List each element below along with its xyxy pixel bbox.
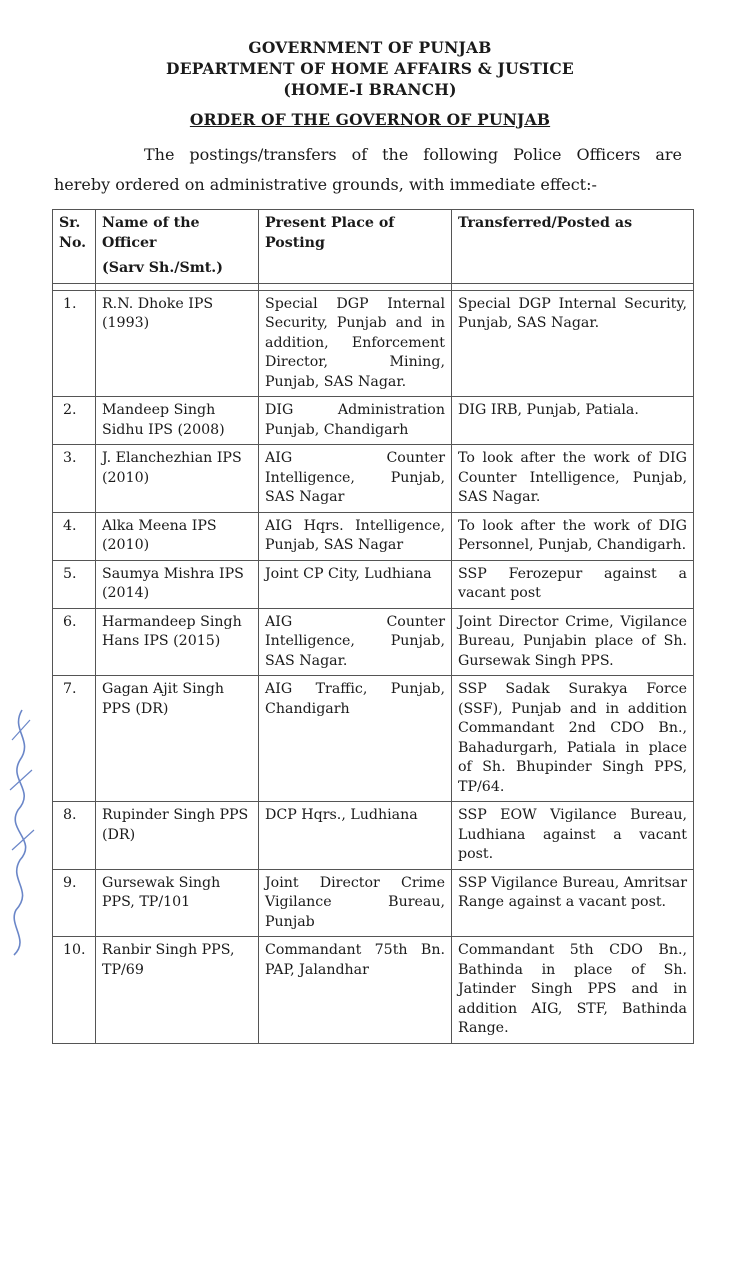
cell-present: AIG Counter Intelligence, Punjab, SAS Nagar.	[259, 608, 452, 676]
header-government: GOVERNMENT OF PUNJAB	[248, 38, 492, 57]
table-row	[53, 560, 694, 608]
cell-transferred: DIG IRB, Punjab, Patiala.	[452, 397, 694, 445]
header-present-posting: Present Place of Posting	[259, 210, 452, 284]
cell-present: AIG Counter Intelligence, Punjab, SAS Nagar	[259, 445, 452, 513]
table-row	[53, 445, 694, 513]
cell-sr: 7.	[53, 676, 96, 802]
header-officer-name-sub: (Sarv Sh./Smt.)	[102, 260, 223, 276]
cell-present: Special DGP Internal Security, Punjab and in addition, Enforcement Director, Mining, Punjab, SAS Nagar.	[259, 290, 452, 397]
cell-present: Commandant 75th Bn. PAP, Jalandhar	[259, 937, 452, 1044]
table-spacer	[53, 283, 694, 290]
cell-officer: Gagan Ajit Singh PPS (DR)	[96, 676, 259, 802]
table-row	[53, 290, 694, 397]
cell-transferred: SSP Sadak Surakya Force (SSF), Punjab and in addition Commandant 2nd CDO Bn., Bahadurgarh, Patiala in place of Sh. Bhupinder Singh PPS, TP/64.	[452, 676, 694, 802]
cell-sr: 4.	[53, 512, 96, 560]
order-title: ORDER OF THE GOVERNOR OF PUNJAB	[189, 110, 551, 129]
header-officer-name	[96, 210, 259, 284]
cell-transferred: SSP Vigilance Bureau, Amritsar Range against a vacant post.	[452, 869, 694, 937]
table-row	[53, 676, 694, 802]
cell-present: DIG Administration Punjab, Chandigarh	[259, 397, 452, 445]
intro-line-1: The postings/transfers of the following Police Officers are	[144, 145, 682, 164]
cell-officer: Harmandeep Singh Hans IPS (2015)	[96, 608, 259, 676]
cell-transferred: To look after the work of DIG Counter Intelligence, Punjab, SAS Nagar.	[452, 445, 694, 513]
cell-officer: Gursewak Singh PPS, TP/101	[96, 869, 259, 937]
cell-transferred: Special DGP Internal Security, Punjab, SAS Nagar.	[452, 290, 694, 397]
table-row	[53, 869, 694, 937]
header-officer-name-label: Name of the Officer	[102, 215, 200, 251]
signature-image	[0, 700, 46, 960]
cell-transferred: SSP Ferozepur against a vacant post	[452, 560, 694, 608]
cell-officer: Mandeep Singh Sidhu IPS (2008)	[96, 397, 259, 445]
cell-transferred: Joint Director Crime, Vigilance Bureau, Punjabin place of Sh. Gursewak Singh PPS.	[452, 608, 694, 676]
cell-sr: 5.	[53, 560, 96, 608]
table-row	[53, 397, 694, 445]
cell-officer: Alka Meena IPS (2010)	[96, 512, 259, 560]
cell-sr: 10.	[53, 937, 96, 1044]
cell-sr: 9.	[53, 869, 96, 937]
cell-transferred: SSP EOW Vigilance Bureau, Ludhiana against a vacant post.	[452, 802, 694, 870]
cell-sr: 8.	[53, 802, 96, 870]
cell-officer: R.N. Dhoke IPS (1993)	[96, 290, 259, 397]
cell-transferred: To look after the work of DIG Personnel, Punjab, Chandigarh.	[452, 512, 694, 560]
table-header-row	[53, 210, 694, 284]
cell-officer: Saumya Mishra IPS (2014)	[96, 560, 259, 608]
cell-officer: Rupinder Singh PPS (DR)	[96, 802, 259, 870]
table-row	[53, 608, 694, 676]
postings-table	[52, 209, 694, 1044]
cell-present: Joint CP City, Ludhiana	[259, 560, 452, 608]
cell-sr: 6.	[53, 608, 96, 676]
table-row	[53, 937, 694, 1044]
cell-present: AIG Hqrs. Intelligence, Punjab, SAS Nagar	[259, 512, 452, 560]
intro-line-2: hereby ordered on administrative grounds, with immediate effect:-	[54, 175, 597, 194]
cell-present: Joint Director Crime Vigilance Bureau, Punjab	[259, 869, 452, 937]
header-department: DEPARTMENT OF HOME AFFAIRS & JUSTICE	[166, 59, 574, 78]
cell-officer: J. Elanchezhian IPS (2010)	[96, 445, 259, 513]
header-transferred: Transferred/Posted as	[452, 210, 694, 284]
cell-transferred: Commandant 5th CDO Bn., Bathinda in place of Sh. Jatinder Singh PPS and in addition AIG, STF, Bathinda Range.	[452, 937, 694, 1044]
cell-officer: Ranbir Singh PPS, TP/69	[96, 937, 259, 1044]
header-branch: (HOME-I BRANCH)	[283, 80, 457, 99]
cell-present: DCP Hqrs., Ludhiana	[259, 802, 452, 870]
cell-present: AIG Traffic, Punjab, Chandigarh	[259, 676, 452, 802]
table-row	[53, 802, 694, 870]
cell-sr: 3.	[53, 445, 96, 513]
header-sr-no: Sr. No.	[53, 210, 96, 284]
cell-sr: 1.	[53, 290, 96, 397]
cell-sr: 2.	[53, 397, 96, 445]
table-row	[53, 512, 694, 560]
